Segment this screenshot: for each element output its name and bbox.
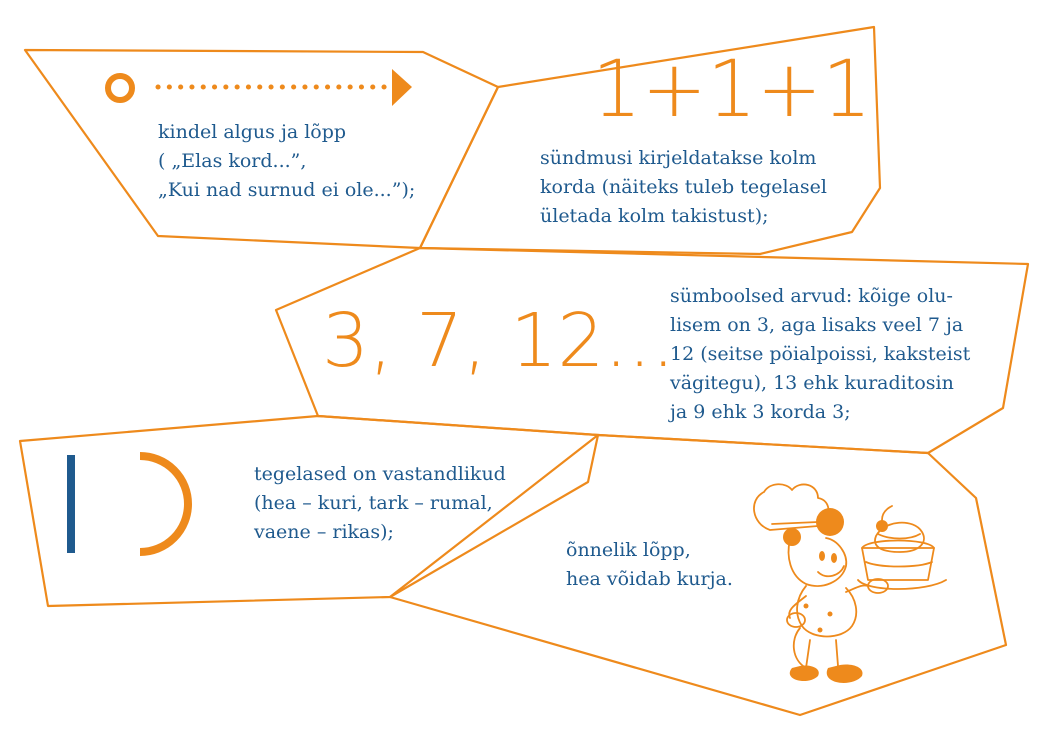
text-line: vägitegu), 13 ehk kuraditosin <box>670 372 954 394</box>
text-line: vaene – rikas); <box>254 521 394 543</box>
text-line: tegelased on vastandlikud <box>254 463 506 485</box>
panel-happy-end-text <box>566 536 733 594</box>
text-line: lisem on 3, aga lisaks veel 7 ja <box>670 314 964 336</box>
text-line: 12 (seitse pöialpoissi, kaksteist <box>670 343 971 365</box>
text-line: õnnelik lõpp, <box>566 539 691 561</box>
headline-1-plus-1-plus-1: 1+1+1 <box>592 45 872 135</box>
text-line: ületada kolm takistust); <box>540 205 769 227</box>
text-line: kindel algus ja lõpp <box>158 121 347 143</box>
text-line: (hea – kuri, tark – rumal, <box>254 492 493 514</box>
text-line: hea võidab kurja. <box>566 568 733 590</box>
panel-start-end-text <box>158 118 415 205</box>
panel-three-times-text <box>540 144 827 231</box>
text-line: „Kui nad surnud ei ole...”); <box>158 179 416 201</box>
headline-symbolic-numbers: 3, 7, 12... <box>322 298 675 384</box>
line-and-arc-icon <box>67 455 188 553</box>
circle-dotted-arrow-icon <box>108 69 412 106</box>
text-line: korda (näiteks tuleb tegelasel <box>540 176 827 198</box>
text-line: ( „Elas kord...”, <box>158 150 307 172</box>
text-line: sündmusi kirjeldatakse kolm <box>540 147 817 169</box>
panel-opposites-text <box>254 460 506 547</box>
cartoon-mouse-chef-with-cake-icon <box>754 484 946 683</box>
text-line: sümboolsed arvud: kõige olu- <box>670 285 953 307</box>
panel-symbolic-numbers-text <box>670 282 970 427</box>
text-line: ja 9 ehk 3 korda 3; <box>670 401 851 423</box>
